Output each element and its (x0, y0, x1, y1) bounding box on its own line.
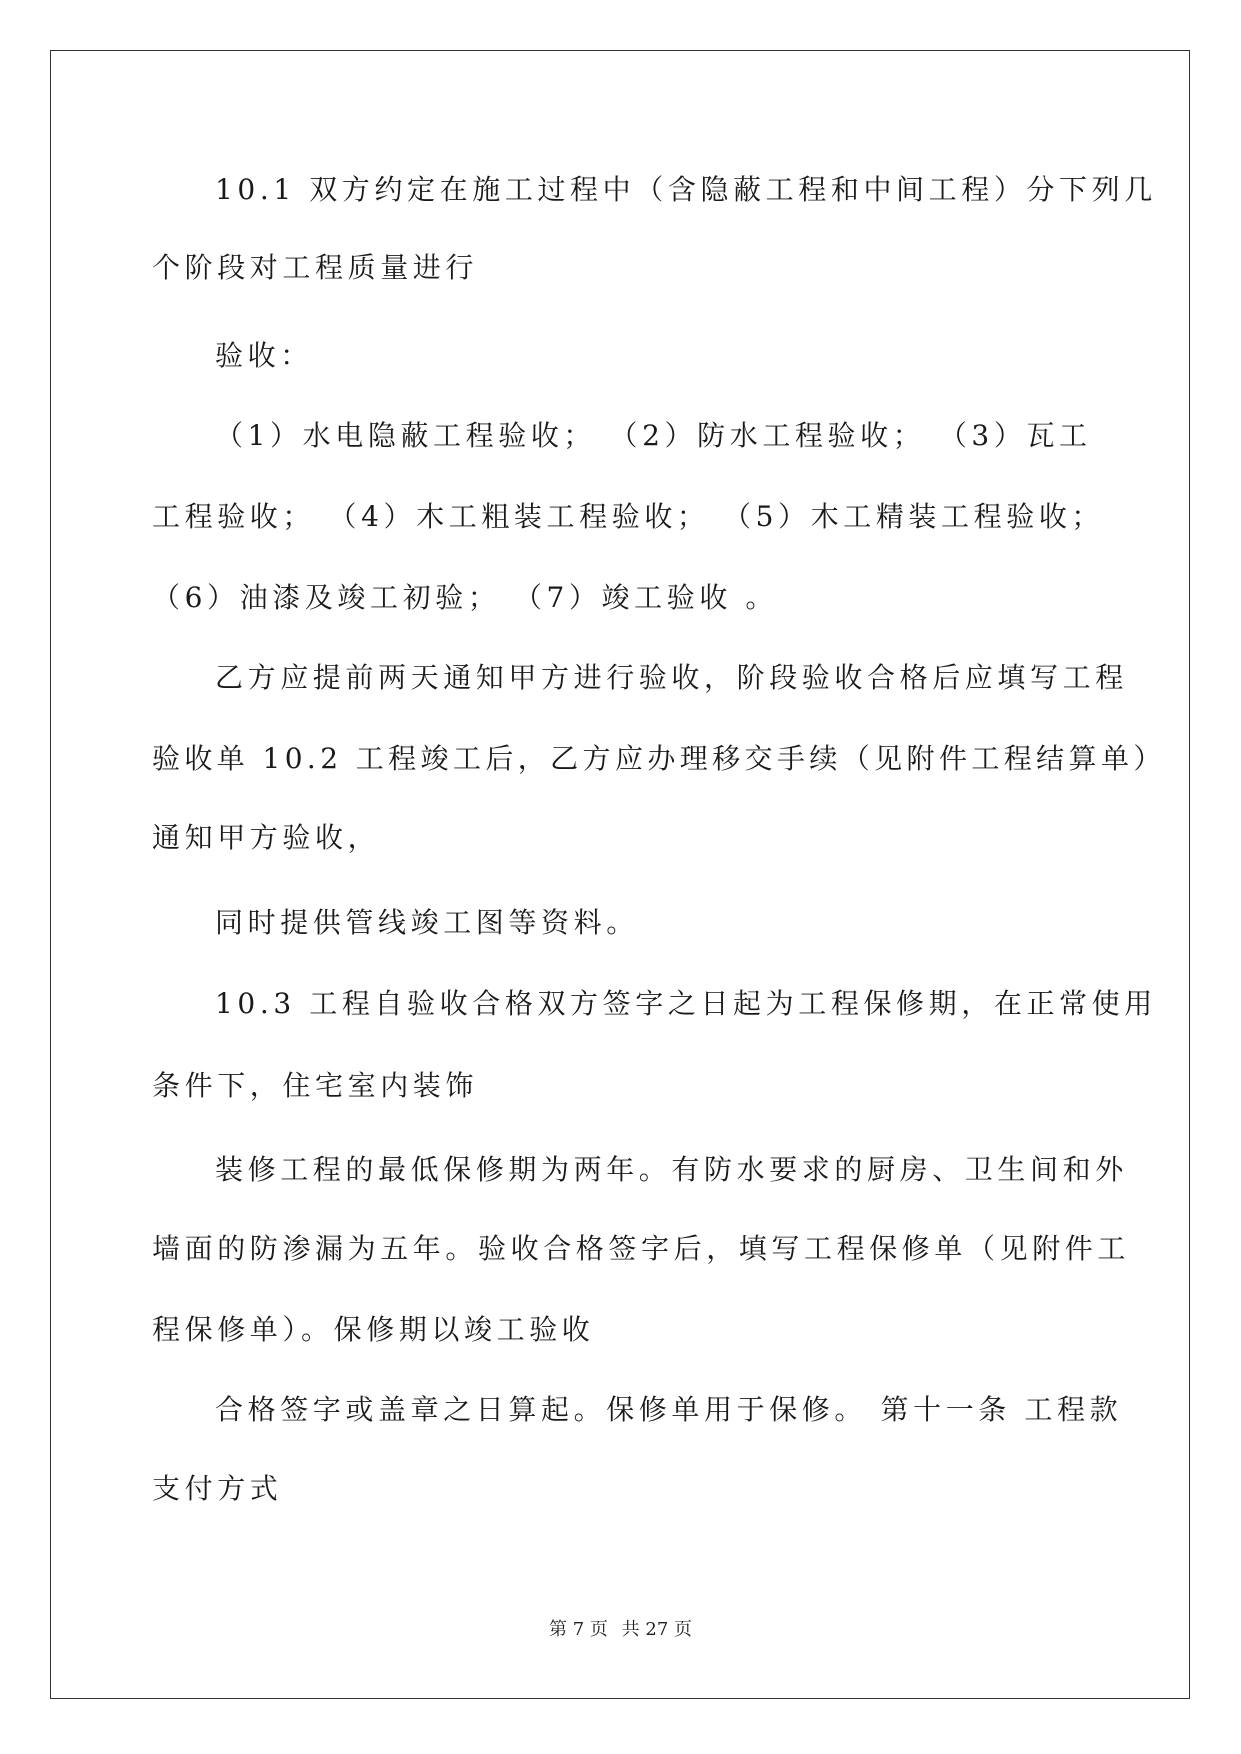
paragraph-line: 10.1 双方约定在施工过程中（含隐蔽工程和中间工程）分下列几 (215, 173, 1157, 206)
paragraph-line: 支付方式 (152, 1472, 283, 1505)
total-pages: 共 27 页 (621, 1619, 692, 1640)
paragraph-line: （1）水电隐蔽工程验收； （2）防水工程验收； （3）瓦工 (215, 419, 1092, 452)
paragraph-line: 乙方应提前两天通知甲方进行验收，阶段验收合格后应填写工程 (215, 661, 1128, 694)
page-number: 第 7 页 (549, 1619, 608, 1640)
paragraph-line: 墙面的防渗漏为五年。验收合格签字后，填写工程保修单（见附件工 (152, 1232, 1131, 1265)
page-border (50, 50, 1190, 1699)
paragraph-line: 验收： (215, 339, 313, 372)
paragraph-line: 验收单 10.2 工程竣工后，乙方应办理移交手续（见附件工程结算单） (152, 742, 1166, 775)
paragraph-line: 同时提供管线竣工图等资料。 (215, 906, 639, 939)
paragraph-line: 通知甲方验收， (152, 821, 381, 854)
paragraph-line: 10.3 工程自验收合格双方签字之日起为工程保修期，在正常使用 (215, 987, 1157, 1020)
paragraph-line: 装修工程的最低保修期为两年。有防水要求的厨房、卫生间和外 (215, 1153, 1128, 1186)
paragraph-line: 条件下，住宅室内装饰 (152, 1069, 479, 1102)
paragraph-line: 个阶段对工程质量进行 (152, 251, 479, 284)
paragraph-line: 工程验收； （4）木工粗装工程验收； （5）木工精装工程验收； (152, 500, 1105, 533)
paragraph-line: （6）油漆及竣工初验； （7）竣工验收 。 (152, 581, 779, 614)
page-footer (0, 1618, 1241, 1642)
paragraph-line: 程保修单）。保修期以竣工验收 (152, 1313, 595, 1346)
paragraph-line: 合格签字或盖章之日算起。保修单用于保修。 第十一条 工程款 (215, 1393, 1123, 1426)
